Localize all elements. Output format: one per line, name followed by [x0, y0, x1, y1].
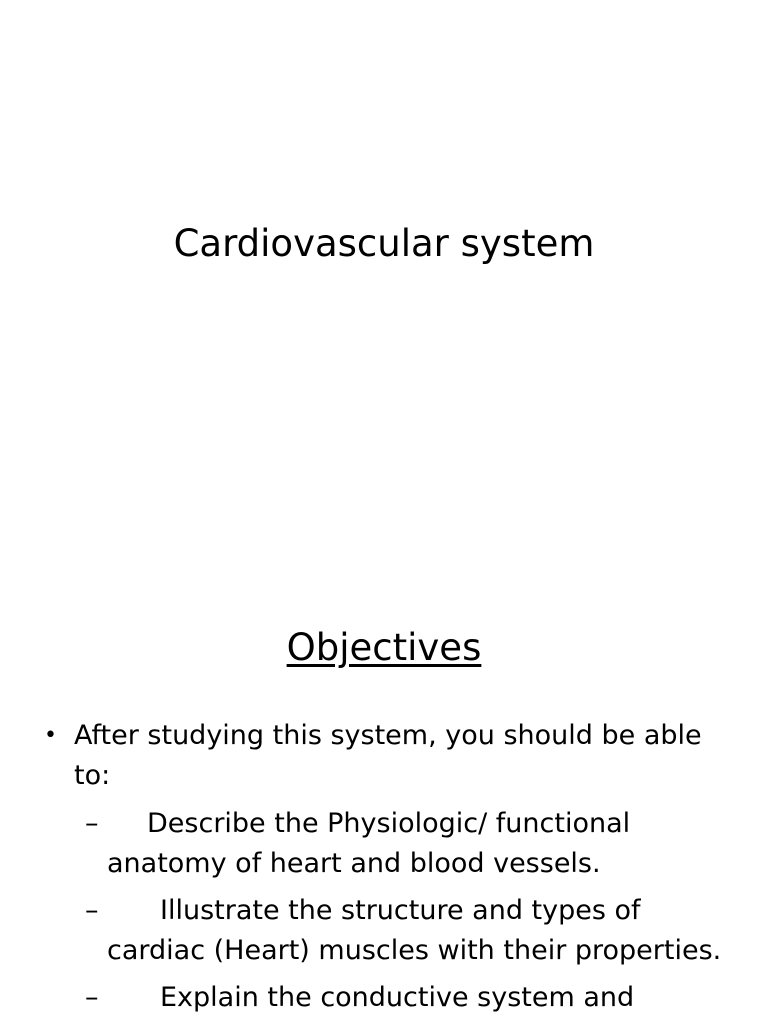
list-item-text-line1: Illustrate the structure and types of [160, 895, 641, 926]
objectives-slide [0, 576, 768, 1024]
list-item-text: After studying this system, you should be able to: [74, 720, 702, 791]
list-item-text-line1: Explain the conductive system and [160, 982, 635, 1013]
objectives-heading: Objectives [286, 626, 482, 669]
list-item [44, 716, 734, 796]
list-item [85, 891, 747, 971]
list-item-text-line2: anatomy of heart and blood vessels. [107, 848, 601, 879]
slide-title: Cardiovascular system [173, 222, 595, 265]
dash-icon: – [85, 895, 99, 926]
dash-icon: – [85, 808, 99, 839]
list-item-text-line2: cardiac (Heart) muscles with their properties. [107, 935, 722, 966]
list-item [85, 978, 747, 1018]
list-item-text-line1: Describe the Physiologic/ functional [147, 808, 631, 839]
dash-icon: – [85, 982, 99, 1013]
bullet-icon: • [44, 723, 57, 748]
list-item [85, 804, 747, 884]
